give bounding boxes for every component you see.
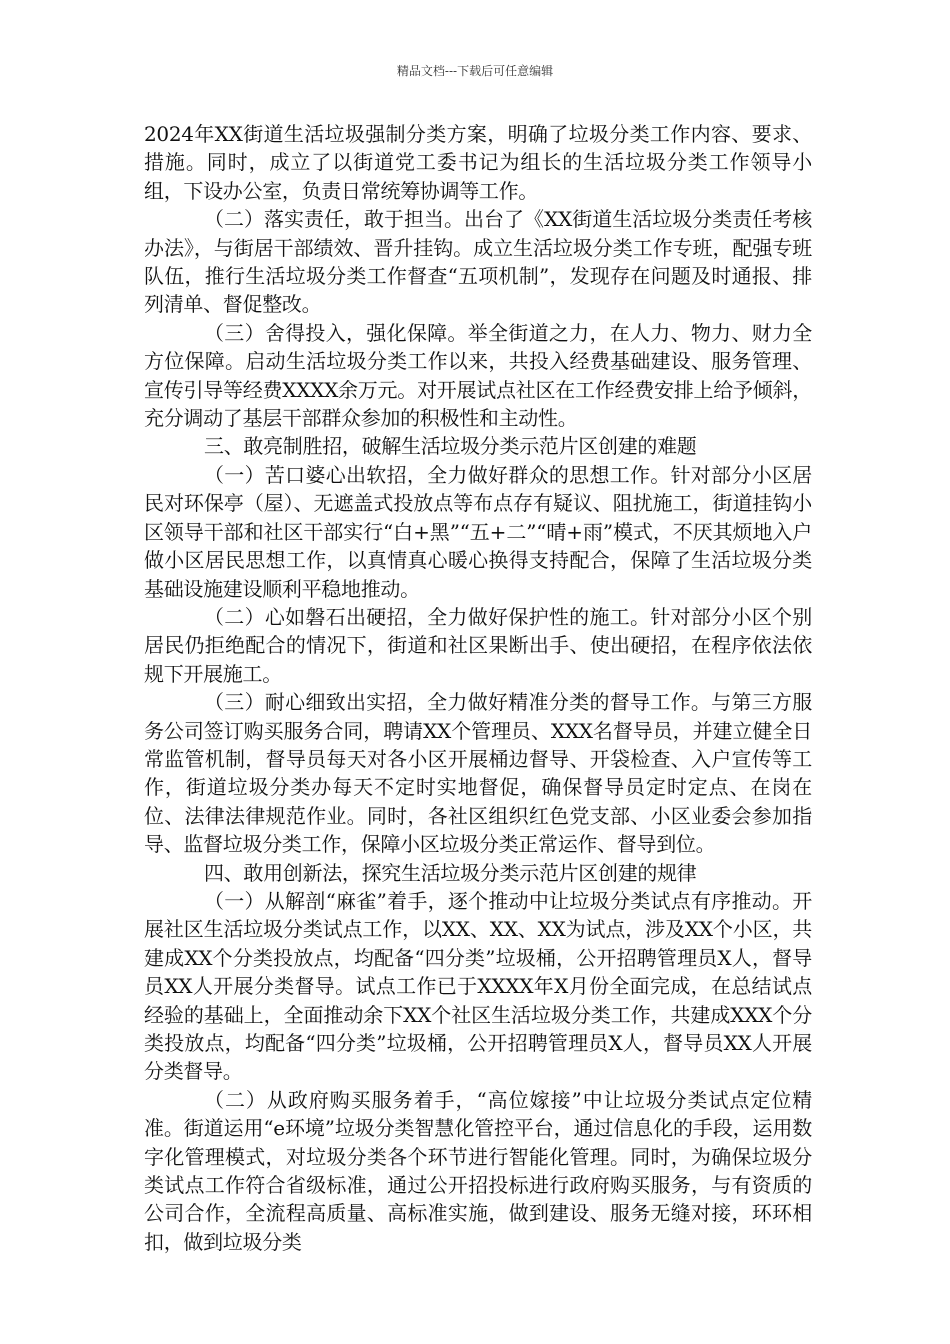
- paragraph-investment: （三）舍得投入，强化保障。举全街道之力，在人力、物力、财力全方位保障。启动生活垃圾分类工作以来，共投入经费基础建设、服务管理、宣传引导等经费XXXX余万元。对开展试点社区在工作经费安排上给予倾斜，充分调动了基层干部群众参加的积极性和主动性。: [144, 320, 812, 431]
- section-heading-3: 三、敢亮制胜招，破解生活垃圾分类示范片区创建的难题: [204, 434, 697, 459]
- paragraph-hard-approach: （二）心如磐石出硬招，全力做好保护性的施工。针对部分小区个别居民仍拒绝配合的情况下，街道和社区果断出手、使出硬招，在程序依法依规下开展施工。: [144, 604, 812, 686]
- paragraph-responsibility: （二）落实责任，敢于担当。出台了《XX街道生活垃圾分类责任考核办法》，与街居干部绩效、晋升挂钩。成立生活垃圾分类工作专班，配强专班队伍，推行生活垃圾分类工作督查“五项机制”，发现存在问题及时通报、排列清单、督促整改。: [144, 207, 812, 317]
- page-header: 精品文档---下载后可任意编辑: [396, 64, 554, 78]
- paragraph-government-purchase: （二）从政府购买服务着手，“高位嫁接”中让垃圾分类试点定位精准。街道运用“e环境”垃圾分类智慧化管控平台，通过信息化的手段，运用数字化管理模式，对垃圾分类各个环节进行智能化管理。同时，为确保垃圾分类试点工作符合省级标准，通过公开招投标进行政府购买服务，与有资质的公司合作，全流程高质量、高标准实施，做到建设、服务无缝对接，环环相扣，做到垃圾分类: [144, 1087, 812, 1254]
- paragraph-supervision: （三）耐心细致出实招，全力做好精准分类的督导工作。与第三方服务公司签订购买服务合同，聘请XX个管理员、XXX名督导员，并建立健全日常监管机制，督导员每天对各小区开展桶边督导、开袋检查、入户宣传等工作，街道垃圾分类办每天不定时实地督促，确保督导员定时定点、在岗在位、法律法律规范作业。同时，各社区组织红色党支部、小区业委会参加指导、监督垃圾分类工作，保障小区垃圾分类正常运作、督导到位。: [144, 690, 812, 857]
- paragraph-pilot: （一）从解剖“麻雀”着手，逐个推动中让垃圾分类试点有序推动。开展社区生活垃圾分类试点工作，以XX、XX、XX为试点，涉及XX个小区，共建成XX个分类投放点，均配备“四分类”垃圾桶，公开招聘管理员X人，督导员XX人开展分类督导。试点工作已于XXXX年X月份全面完成，在总结试点经验的基础上，全面推动余下XX个社区生活垃圾分类工作，共建成XXX个分类投放点，均配备“四分类”垃圾桶，公开招聘管理员X人，督导员XX人开展分类督导。: [144, 888, 812, 1084]
- paragraph-continuation: 2024年XX街道生活垃圾强制分类方案，明确了垃圾分类工作内容、要求、措施。同时，成立了以街道党工委书记为组长的生活垃圾分类工作领导小组，下设办公室，负责日常统筹协调等工作。: [144, 122, 812, 203]
- section-heading-4: 四、敢用创新法，探究生活垃圾分类示范片区创建的规律: [204, 860, 697, 885]
- document-body: [144, 120, 812, 1256]
- paragraph-soft-approach: （一）苦口婆心出软招，全力做好群众的思想工作。针对部分小区居民对环保亭（屋）、无遮盖式投放点等布点存有疑议、阻扰施工，街道挂钩小区领导干部和社区干部实行“白+黑”“五+二”“晴+雨”模式，不厌其烦地入户做小区居民思想工作，以真情真心暖心换得支持配合，保障了生活垃圾分类基础设施建设顺利平稳地推动。: [144, 462, 812, 601]
